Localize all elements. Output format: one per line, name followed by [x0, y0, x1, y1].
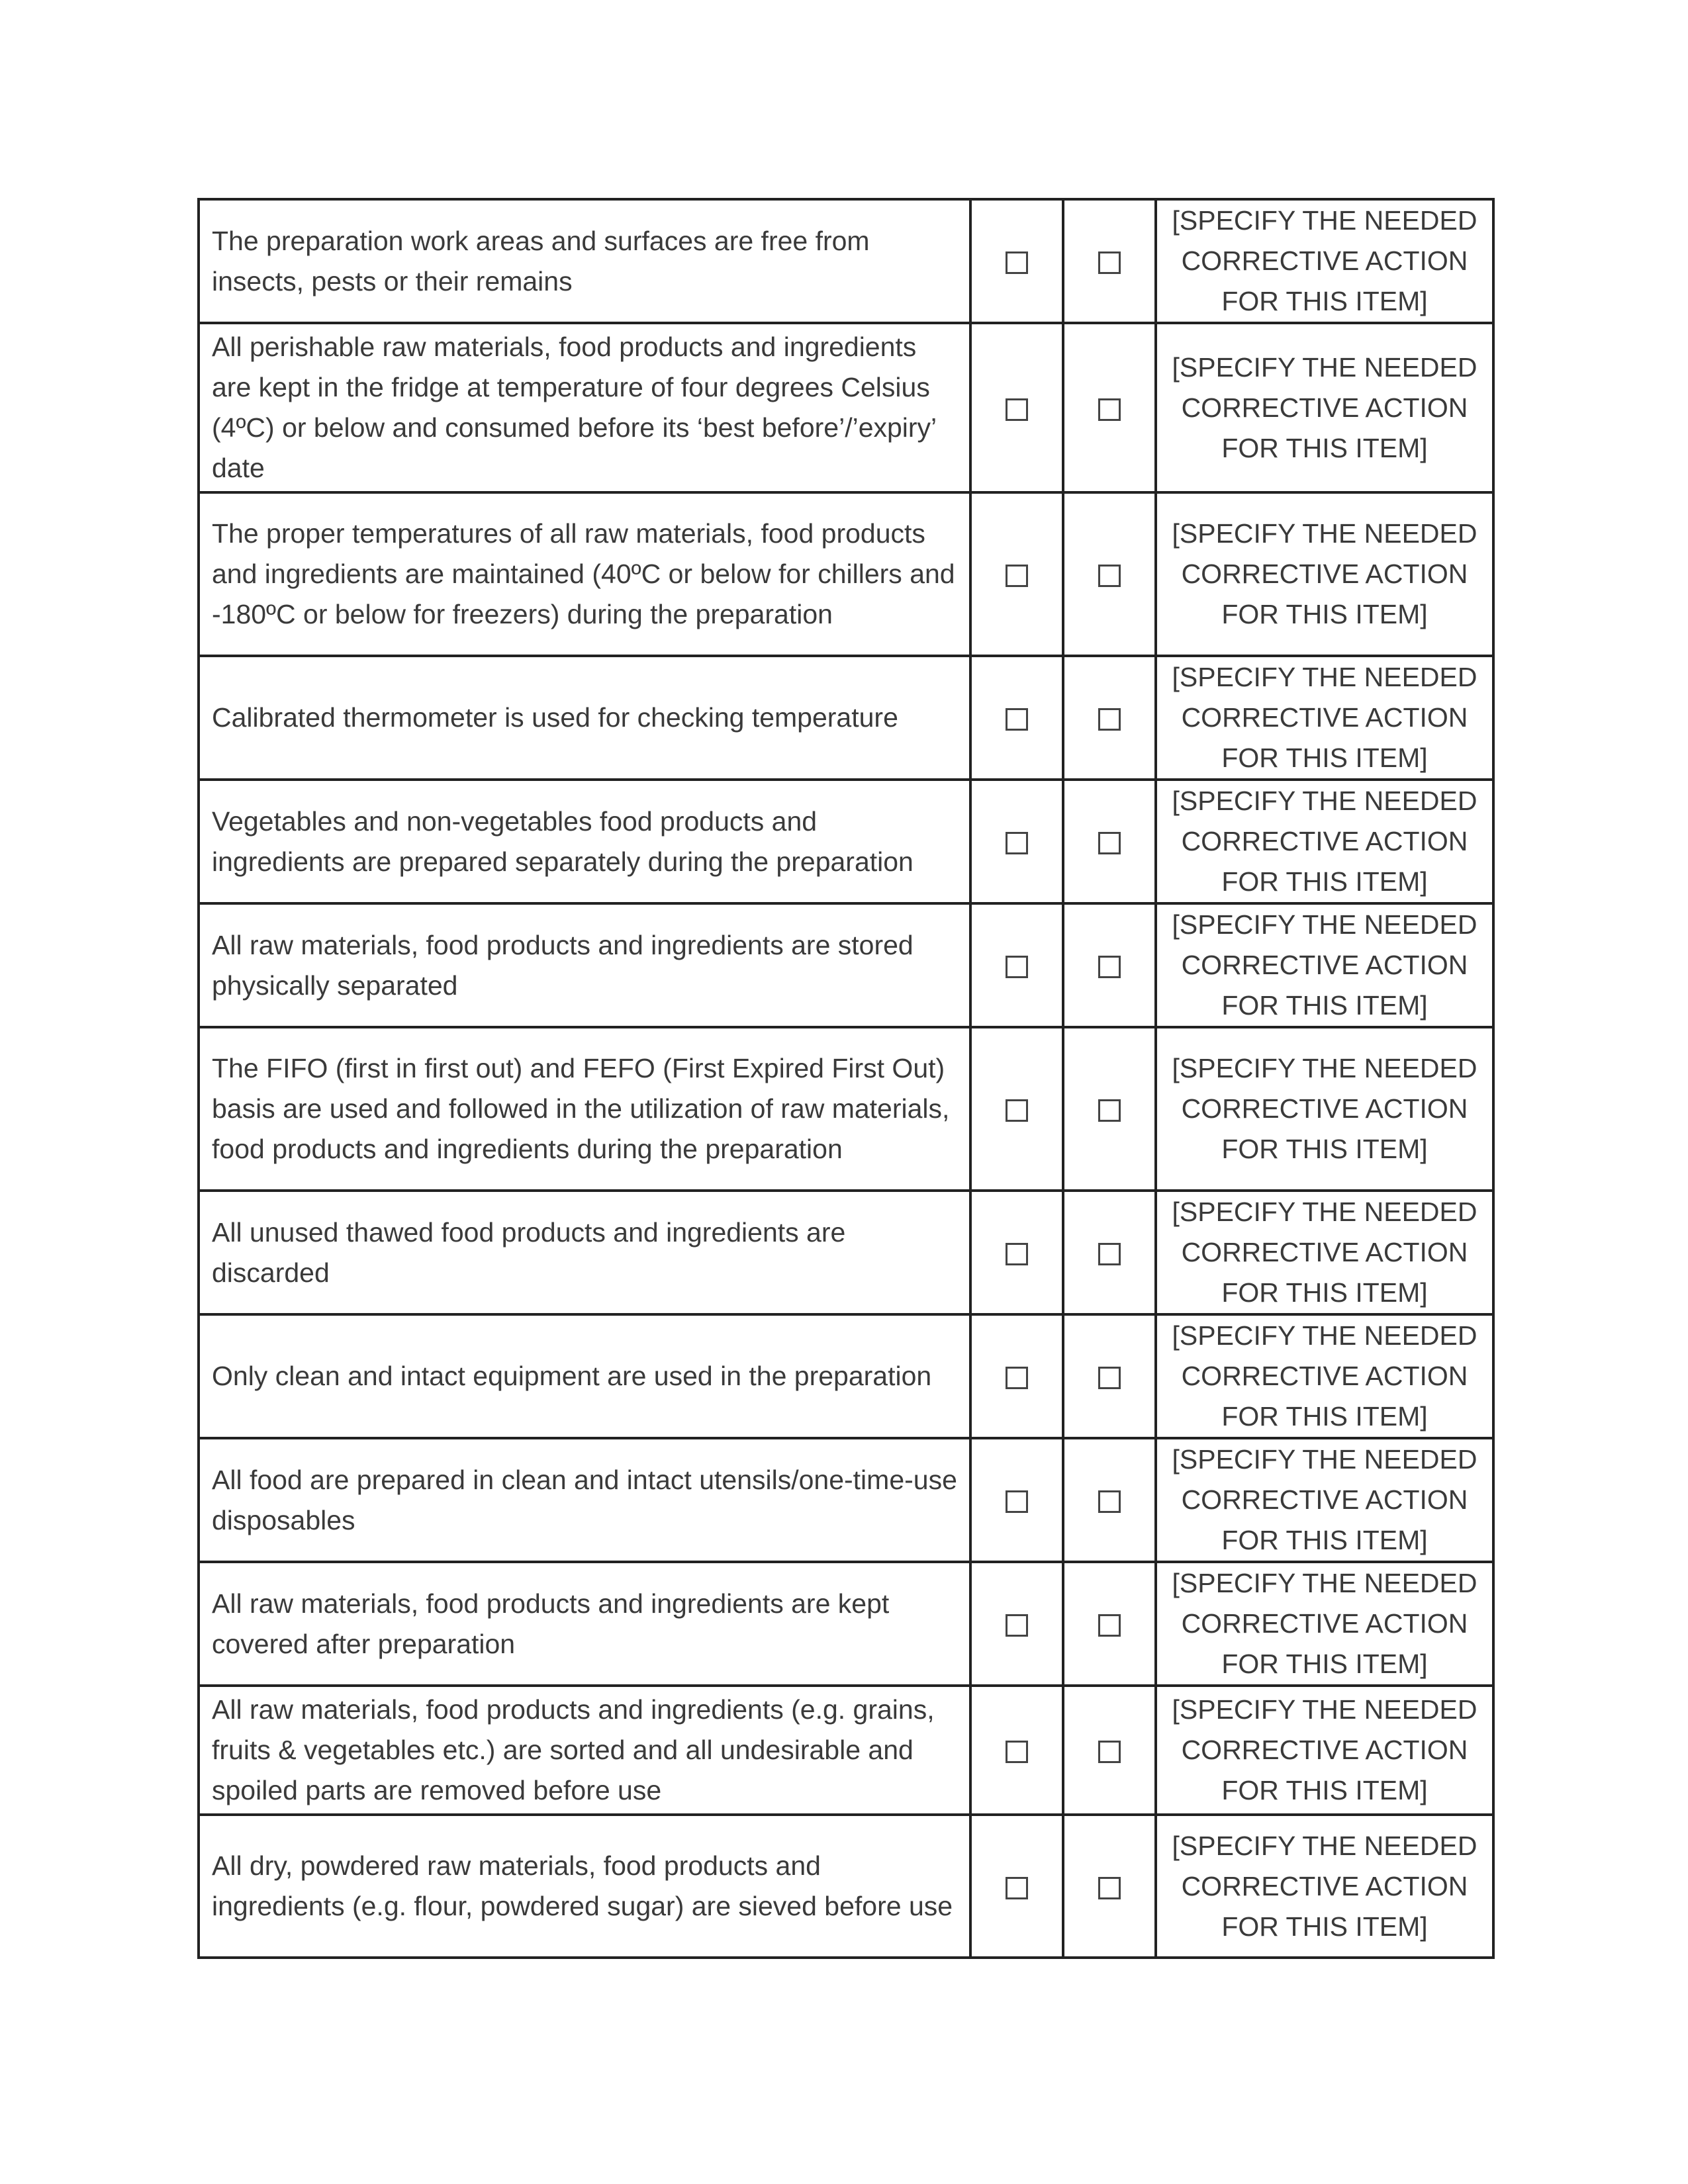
- yes-checkbox-cell[interactable]: [970, 656, 1063, 780]
- no-checkbox[interactable]: [1098, 1099, 1121, 1122]
- table-row: [199, 1438, 1493, 1562]
- no-checkbox-cell[interactable]: [1063, 1815, 1156, 1958]
- yes-checkbox-cell[interactable]: [970, 199, 1063, 323]
- yes-checkbox-cell[interactable]: [970, 1562, 1063, 1686]
- yes-checkbox-cell[interactable]: [970, 1027, 1063, 1191]
- corrective-action-field[interactable]: [SPECIFY THE NEEDED CORRECTIVE ACTION FOR THIS ITEM]: [1156, 199, 1493, 323]
- no-checkbox[interactable]: [1098, 1243, 1121, 1265]
- table-row: [199, 1686, 1493, 1815]
- yes-checkbox[interactable]: [1006, 956, 1028, 978]
- no-checkbox-cell[interactable]: [1063, 323, 1156, 492]
- no-checkbox-cell[interactable]: [1063, 1438, 1156, 1562]
- no-checkbox-cell[interactable]: [1063, 780, 1156, 903]
- no-checkbox-cell[interactable]: [1063, 1686, 1156, 1815]
- corrective-action-field[interactable]: [SPECIFY THE NEEDED CORRECTIVE ACTION FOR THIS ITEM]: [1156, 1815, 1493, 1958]
- yes-checkbox-cell[interactable]: [970, 1314, 1063, 1438]
- corrective-action-field[interactable]: [SPECIFY THE NEEDED CORRECTIVE ACTION FOR THIS ITEM]: [1156, 323, 1493, 492]
- corrective-action-field[interactable]: [SPECIFY THE NEEDED CORRECTIVE ACTION FOR THIS ITEM]: [1156, 780, 1493, 903]
- item-description: The proper temperatures of all raw materials, food products and ingredients are maintained (40ºC or below for chillers and -180ºC or below for freezers) during the preparation: [199, 492, 970, 656]
- table-row: [199, 1314, 1493, 1438]
- no-checkbox-cell[interactable]: [1063, 1027, 1156, 1191]
- corrective-action-field[interactable]: [SPECIFY THE NEEDED CORRECTIVE ACTION FOR THIS ITEM]: [1156, 903, 1493, 1027]
- corrective-action-field[interactable]: [SPECIFY THE NEEDED CORRECTIVE ACTION FOR THIS ITEM]: [1156, 1314, 1493, 1438]
- table-row: [199, 780, 1493, 903]
- no-checkbox[interactable]: [1098, 1367, 1121, 1389]
- no-checkbox[interactable]: [1098, 956, 1121, 978]
- item-description: Vegetables and non-vegetables food products and ingredients are prepared separately during the preparation: [199, 780, 970, 903]
- checklist-body: [199, 199, 1493, 1958]
- item-description: Only clean and intact equipment are used in the preparation: [199, 1314, 970, 1438]
- item-description: All raw materials, food products and ingredients (e.g. grains, fruits & vegetables etc.) are sorted and all undesirable and spoiled parts are removed before use: [199, 1686, 970, 1815]
- no-checkbox[interactable]: [1098, 708, 1121, 731]
- item-description: All perishable raw materials, food products and ingredients are kept in the fridge at temperature of four degrees Celsius (4ºC) or below and consumed before its ‘best before’/’expiry’ date: [199, 323, 970, 492]
- yes-checkbox[interactable]: [1006, 832, 1028, 854]
- no-checkbox-cell[interactable]: [1063, 656, 1156, 780]
- yes-checkbox[interactable]: [1006, 708, 1028, 731]
- no-checkbox-cell[interactable]: [1063, 1191, 1156, 1314]
- table-row: [199, 656, 1493, 780]
- corrective-action-field[interactable]: [SPECIFY THE NEEDED CORRECTIVE ACTION FOR THIS ITEM]: [1156, 492, 1493, 656]
- yes-checkbox[interactable]: [1006, 251, 1028, 274]
- no-checkbox-cell[interactable]: [1063, 1314, 1156, 1438]
- yes-checkbox[interactable]: [1006, 565, 1028, 587]
- item-description: All dry, powdered raw materials, food products and ingredients (e.g. flour, powdered sugar) are sieved before use: [199, 1815, 970, 1958]
- no-checkbox[interactable]: [1098, 1741, 1121, 1763]
- corrective-action-field[interactable]: [SPECIFY THE NEEDED CORRECTIVE ACTION FOR THIS ITEM]: [1156, 1562, 1493, 1686]
- yes-checkbox-cell[interactable]: [970, 780, 1063, 903]
- table-row: [199, 1027, 1493, 1191]
- item-description: All raw materials, food products and ingredients are stored physically separated: [199, 903, 970, 1027]
- yes-checkbox[interactable]: [1006, 1614, 1028, 1637]
- table-row: [199, 492, 1493, 656]
- yes-checkbox-cell[interactable]: [970, 1686, 1063, 1815]
- table-row: [199, 1815, 1493, 1958]
- yes-checkbox-cell[interactable]: [970, 492, 1063, 656]
- no-checkbox[interactable]: [1098, 251, 1121, 274]
- item-description: All food are prepared in clean and intact utensils/one-time-use disposables: [199, 1438, 970, 1562]
- yes-checkbox[interactable]: [1006, 1367, 1028, 1389]
- yes-checkbox[interactable]: [1006, 398, 1028, 421]
- no-checkbox[interactable]: [1098, 1614, 1121, 1637]
- item-description: All unused thawed food products and ingredients are discarded: [199, 1191, 970, 1314]
- yes-checkbox[interactable]: [1006, 1099, 1028, 1122]
- no-checkbox-cell[interactable]: [1063, 492, 1156, 656]
- table-row: [199, 903, 1493, 1027]
- item-description: All raw materials, food products and ingredients are kept covered after preparation: [199, 1562, 970, 1686]
- no-checkbox[interactable]: [1098, 832, 1121, 854]
- no-checkbox[interactable]: [1098, 398, 1121, 421]
- item-description: Calibrated thermometer is used for checking temperature: [199, 656, 970, 780]
- corrective-action-field[interactable]: [SPECIFY THE NEEDED CORRECTIVE ACTION FOR THIS ITEM]: [1156, 1686, 1493, 1815]
- yes-checkbox[interactable]: [1006, 1741, 1028, 1763]
- corrective-action-field[interactable]: [SPECIFY THE NEEDED CORRECTIVE ACTION FOR THIS ITEM]: [1156, 656, 1493, 780]
- corrective-action-field[interactable]: [SPECIFY THE NEEDED CORRECTIVE ACTION FOR THIS ITEM]: [1156, 1438, 1493, 1562]
- yes-checkbox[interactable]: [1006, 1490, 1028, 1513]
- yes-checkbox-cell[interactable]: [970, 1815, 1063, 1958]
- no-checkbox-cell[interactable]: [1063, 199, 1156, 323]
- yes-checkbox-cell[interactable]: [970, 323, 1063, 492]
- table-row: [199, 1191, 1493, 1314]
- no-checkbox[interactable]: [1098, 565, 1121, 587]
- table-row: [199, 199, 1493, 323]
- no-checkbox-cell[interactable]: [1063, 903, 1156, 1027]
- no-checkbox-cell[interactable]: [1063, 1562, 1156, 1686]
- item-description: The FIFO (first in first out) and FEFO (First Expired First Out) basis are used and followed in the utilization of raw materials, food products and ingredients during the preparation: [199, 1027, 970, 1191]
- item-description: The preparation work areas and surfaces are free from insects, pests or their remains: [199, 199, 970, 323]
- yes-checkbox-cell[interactable]: [970, 1191, 1063, 1314]
- yes-checkbox-cell[interactable]: [970, 1438, 1063, 1562]
- yes-checkbox[interactable]: [1006, 1243, 1028, 1265]
- no-checkbox[interactable]: [1098, 1490, 1121, 1513]
- table-row: [199, 1562, 1493, 1686]
- yes-checkbox[interactable]: [1006, 1877, 1028, 1899]
- checklist-table: [197, 198, 1495, 1959]
- table-row: [199, 323, 1493, 492]
- corrective-action-field[interactable]: [SPECIFY THE NEEDED CORRECTIVE ACTION FOR THIS ITEM]: [1156, 1027, 1493, 1191]
- corrective-action-field[interactable]: [SPECIFY THE NEEDED CORRECTIVE ACTION FOR THIS ITEM]: [1156, 1191, 1493, 1314]
- no-checkbox[interactable]: [1098, 1877, 1121, 1899]
- yes-checkbox-cell[interactable]: [970, 903, 1063, 1027]
